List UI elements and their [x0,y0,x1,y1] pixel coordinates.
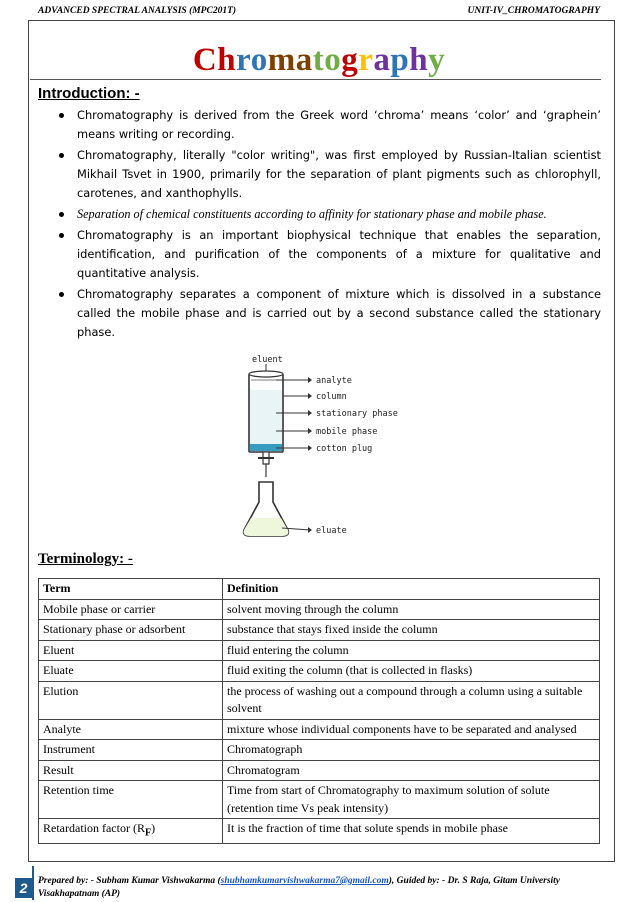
table-row [39,599,600,620]
table-row [39,740,600,761]
title-letter: y [428,42,446,78]
author-email-link[interactable]: shubhamkumarvishwakarma7@gmail.com [220,876,389,886]
stationary-phase [250,390,282,446]
introduction-heading: Introduction: - [38,85,140,102]
diagram-label-stationary-phase: stationary phase [316,409,398,419]
term-cell: Eluent [39,640,223,661]
title-letter: o [250,42,268,78]
header-course: ADVANCED SPECTRAL ANALYSIS (MPC201T) [38,6,237,16]
title-letter: a [295,42,313,78]
term-cell: Instrument [39,740,223,761]
term-cell: Retention time [39,781,223,819]
definition-cell: the process of washing out a compound through a column using a suitable solvent [223,681,600,719]
title-letter: t [312,42,325,78]
title-letter: p [390,42,410,78]
diagram-label-column: column [316,392,347,402]
page-number: 2 [15,878,32,898]
column-header-term: Term [39,579,223,600]
term-cell: Mobile phase or carrier [39,599,223,620]
table-row [39,640,600,661]
page-title [0,42,638,79]
term-cell: Stationary phase or adsorbent [39,620,223,641]
term-cell: Eluate [39,661,223,682]
table-row [39,681,600,719]
column-chromatography-diagram [226,352,416,544]
title-letter: o [324,42,342,78]
term-text-end: ) [151,821,156,835]
title-letter: a [373,42,391,78]
eluate-liquid [244,518,289,536]
running-header [38,6,600,16]
list-item: Chromatography separates a component of mixture which is dissolved in a substance called the mobile phase and is carried out by a second substance called the stationary phase. [58,285,601,342]
diagram-label-eluent: eluent [252,355,283,365]
term-cell: Elution [39,681,223,719]
diagram-label-mobile-phase: mobile phase [316,427,378,437]
term-cell [39,819,223,844]
header-unit: UNIT-IV_CHROMATOGRAPHY [467,6,600,16]
term-subscript: F [144,827,152,839]
terminology-heading: Terminology: - [38,551,133,567]
page-number-bar [32,866,34,900]
title-letter: h [409,42,429,78]
terminology-table [38,578,600,844]
definition-cell: fluid entering the column [223,640,600,661]
definition-cell: It is the fraction of time that solute spends in mobile phase [223,819,600,844]
definition-cell: mixture whose individual components have to be separated and analysed [223,719,600,740]
definition-cell: substance that stays fixed inside the column [223,620,600,641]
title-letter: C [192,42,218,78]
diagram-label-cotton-plug: cotton plug [316,444,373,454]
footer-credits [38,875,598,901]
table-row [39,760,600,781]
footer-prefix: Prepared by: - Subham Kumar Vishwakarma ( [38,876,221,886]
definition-cell: fluid exiting the column (that is collected in flasks) [223,661,600,682]
definition-cell: Time from start of Chromatography to maximum solution of solute (retention time Vs peak intensity) [223,781,600,819]
list-item: Chromatography is derived from the Greek word ‘chroma’ means ‘color’ and ‘graphein’ means writing or recording. [58,106,601,144]
definition-cell: Chromatograph [223,740,600,761]
title-letter: r [358,42,374,78]
title-letter: r [236,42,251,78]
term-cell: Result [39,760,223,781]
diagram-label-analyte: analyte [316,376,352,386]
list-item: Chromatography is an important biophysical technique that enables the separation, identification, and purification of the components of a mixture for qualitative and quantitative analysis. [58,226,601,283]
footer-suffix: ), Guided by: - Dr. S Raja, Gitam University Visakhapatnam (AP) [38,876,561,899]
table-row [39,781,600,819]
list-item: Chromatography, literally "color writing", was first employed by Russian-Italian scientist Mikhail Tsvet in 1900, primarily for the separation of plant pigments such as chlorophyll, carotenes, and xanthophylls. [58,146,601,203]
definition-cell: Chromatogram [223,760,600,781]
list-item: Separation of chemical constituents according to affinity for stationary phase and mobile phase. [58,205,601,224]
table-row [39,661,600,682]
table-row [39,819,600,844]
title-letter: h [217,42,237,78]
title-letter: g [341,42,359,78]
column-top [249,371,283,377]
table-row [39,620,600,641]
term-cell: Analyte [39,719,223,740]
term-text: Retardation factor (R [43,821,145,835]
definition-cell: solvent moving through the column [223,599,600,620]
diagram-label-eluate: eluate [316,526,347,536]
table-row [39,719,600,740]
table-header-row [39,579,600,600]
title-letter: m [267,42,296,78]
title-divider [30,79,601,80]
column-header-definition: Definition [223,579,600,600]
introduction-list [58,106,601,344]
